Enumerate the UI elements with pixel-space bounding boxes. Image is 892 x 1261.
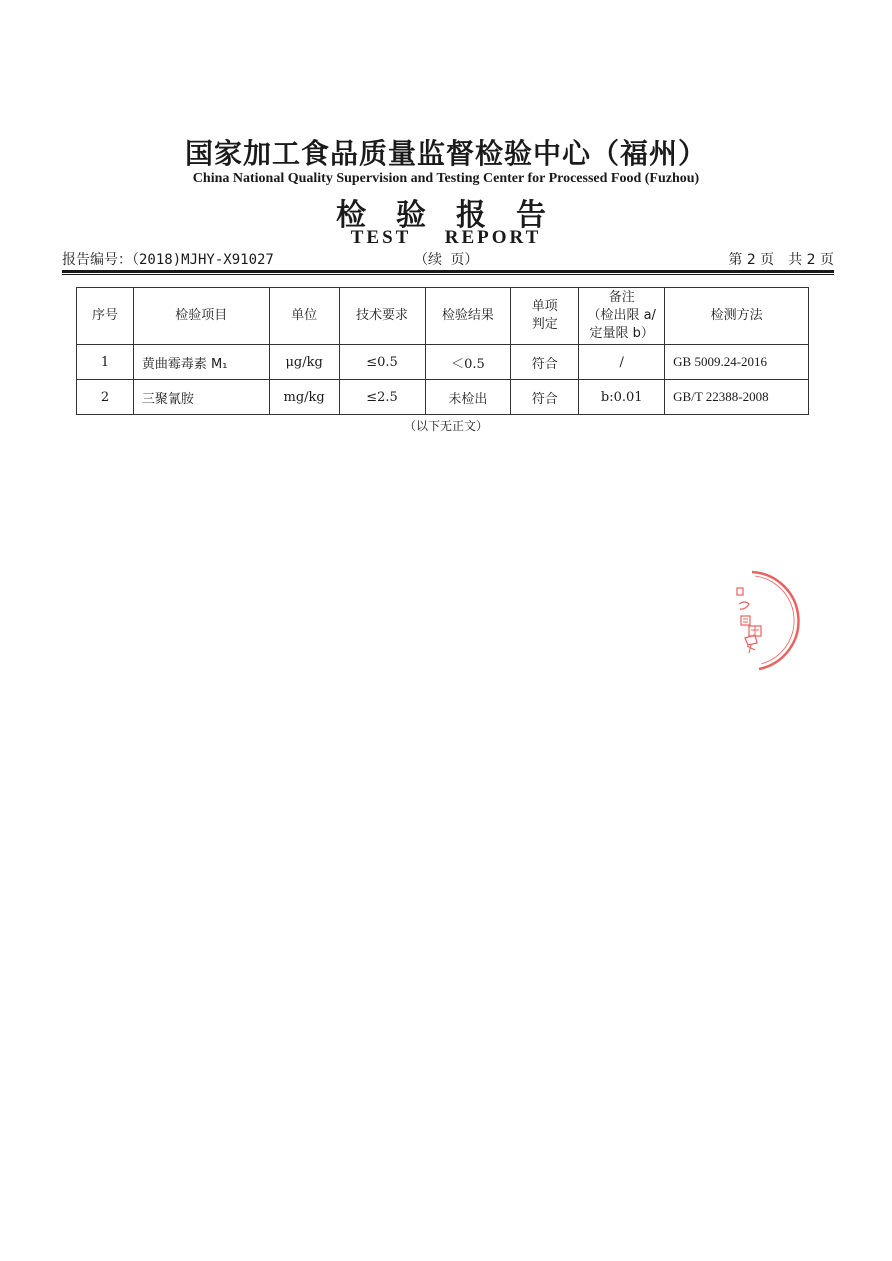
table-row <box>77 380 809 415</box>
cell-remark: / <box>579 345 665 380</box>
org-title-en: China National Quality Supervision and Testing Center for Processed Food (Fuzhou) <box>192 171 700 186</box>
table-header-row <box>77 288 809 345</box>
header-remark-line2: （检出限 a/ <box>587 308 656 323</box>
org-title-cn: 国家加工食品质量监督检验中心（福州） <box>184 137 707 170</box>
header-item: 检验项目 <box>133 288 269 345</box>
cell-unit: μg/kg <box>269 345 339 380</box>
cell-requirement: ≤0.5 <box>339 345 425 380</box>
cell-index: 2 <box>77 380 134 415</box>
cell-method: GB 5009.24-2016 <box>665 345 809 380</box>
cell-result: 未检出 <box>425 380 511 415</box>
report-meta-row <box>62 249 834 271</box>
header-method: 检测方法 <box>665 288 809 345</box>
cell-method: GB/T 22388-2008 <box>665 380 809 415</box>
cell-remark: b:0.01 <box>579 380 665 415</box>
cell-index: 1 <box>77 345 134 380</box>
cell-unit: mg/kg <box>269 380 339 415</box>
results-table <box>76 287 809 415</box>
cell-judgement: 符合 <box>511 345 579 380</box>
continuation-label: （续 页） <box>414 252 479 268</box>
cell-item: 三聚氰胺 <box>133 380 269 415</box>
header-result: 检验结果 <box>425 288 511 345</box>
page-info: 第 2 页 共 2 页 <box>728 252 834 268</box>
header-judgement-line1: 单项 <box>531 299 558 314</box>
report-title-en: TEST REPORT <box>350 227 542 248</box>
header-index: 序号 <box>77 288 134 345</box>
header-remark <box>579 288 665 345</box>
table-row <box>77 345 809 380</box>
header-judgement-line2: 判定 <box>531 317 558 332</box>
cell-result: ＜0.5 <box>425 345 511 380</box>
header-remark-line3: 定量限 b） <box>589 326 654 341</box>
header-remark-line1: 备注 <box>608 290 635 305</box>
header-judgement <box>511 288 579 345</box>
report-number: 报告编号：（2018)MJHY-X91027 <box>62 252 274 268</box>
cell-judgement: 符合 <box>511 380 579 415</box>
header-divider <box>62 270 834 275</box>
report-title-cn: 检验报告 <box>336 198 576 233</box>
cell-requirement: ≤2.5 <box>339 380 425 415</box>
cell-item: 黄曲霉毒素 M₁ <box>133 345 269 380</box>
official-seal-stamp <box>697 566 807 676</box>
header-unit: 单位 <box>269 288 339 345</box>
header-requirement: 技术要求 <box>339 288 425 345</box>
end-of-text-note: （以下无正文） <box>403 419 488 433</box>
